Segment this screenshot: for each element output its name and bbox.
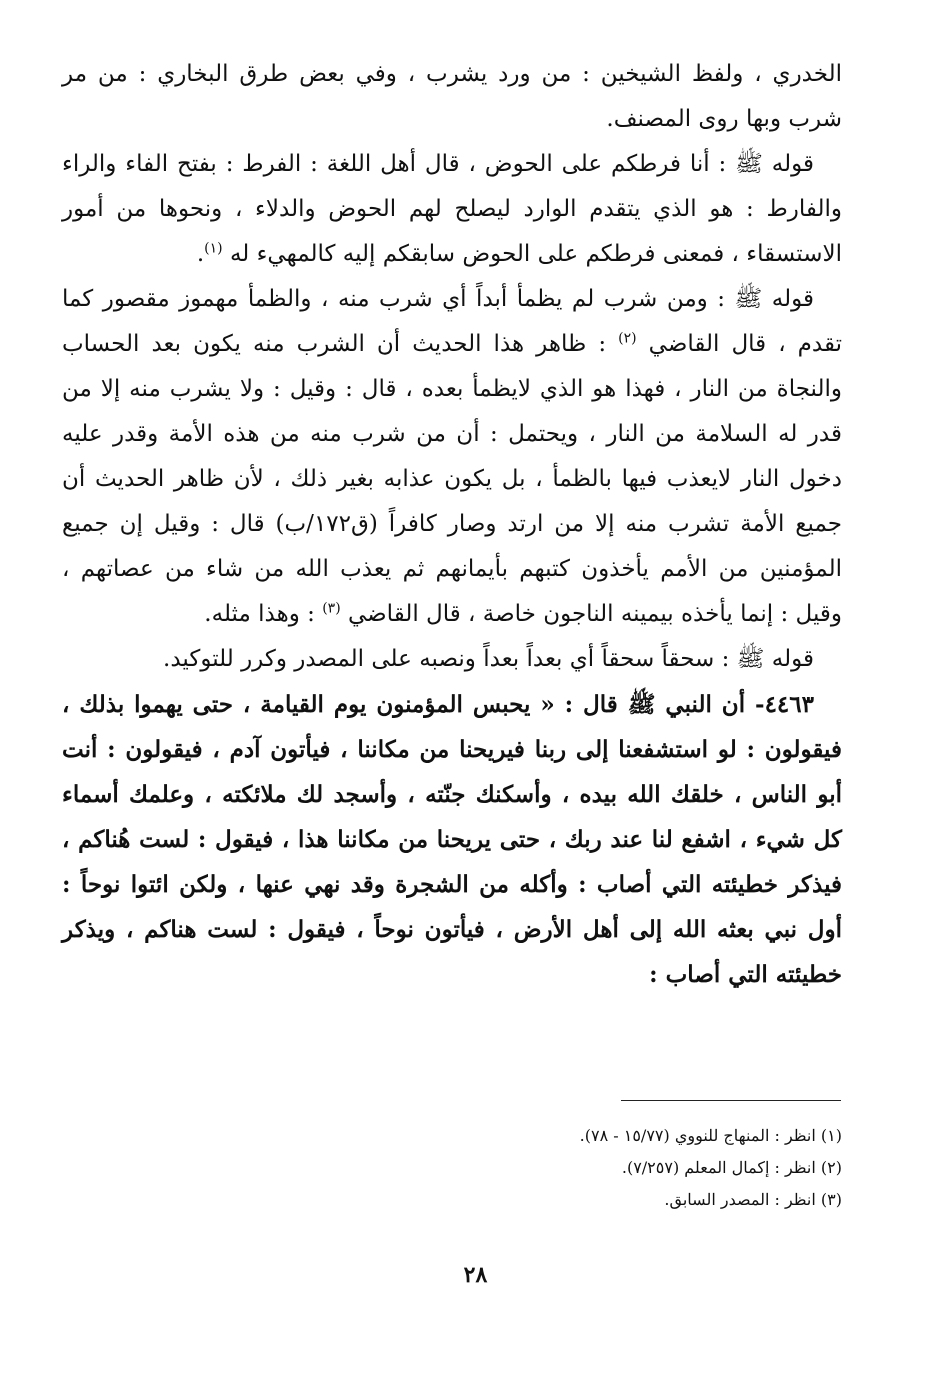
- paragraph-text: : وهذا مثله.: [204, 601, 315, 627]
- paragraph-continuation: [62, 52, 842, 142]
- footnote-divider: [621, 1100, 841, 1101]
- footnotes: [62, 1120, 842, 1216]
- paragraph-farat: [62, 142, 842, 277]
- footnote-ref-1[interactable]: (١): [204, 240, 223, 257]
- page-body: [62, 52, 842, 997]
- paragraph-suhqan: [62, 637, 842, 682]
- footnote-1: (١) انظر : المنهاج للنووي (١٥/٧٧ - ٧٨).: [579, 1126, 842, 1145]
- footnote-ref-3[interactable]: (٣): [322, 600, 341, 617]
- hadith-4463: [62, 682, 842, 997]
- paragraph-text: قوله ﷺ : أنا فرطكم على الحوض ، قال أهل اللغة : الفرط : بفتح الفاء والراء والفارط : هو الذي يتقدم الوارد ليصلح لهم الحوض والدلاء ، ونحوها من أمور الاستسقاء ، فمعنى فرطكم على الحوض سابقكم إليه كالمهيء له: [62, 151, 842, 267]
- paragraph-end: .: [196, 241, 205, 267]
- footnote-2: (٢) انظر : إكمال المعلم (٧/٢٥٧).: [621, 1158, 842, 1177]
- page-number: ٢٨: [463, 1262, 488, 1288]
- paragraph-zama: [62, 277, 842, 637]
- hadith-text: ٤٤٦٣- أن النبي ﷺ قال : « يحبس المؤمنون يوم القيامة ، حتى يهموا بذلك ، فيقولون : لو استشفعنا إلى ربنا فيريحنا من مكاننا ، فيأتون آدم ، فيقولون : أنت أبو الناس ، خلقك الله بيده ، وأسكنك جنّته ، وأسجد لك ملائكته ، وعلمك أسماء كل شيء ، اشفع لنا عند ربك ، حتى يريحنا من مكاننا هذا ، فيقول : لست هُناكم ، فيذكر خطيئته التي أصاب : وأكله من الشجرة وقد نهي عنها ، ولكن ائتوا نوحاً : أول نبي بعثه الله إلى أهل الأرض ، فيأتون نوحاً ، فيقول : لست هناكم ، ويذكر خطيئته التي أصاب :: [62, 691, 842, 988]
- paragraph-text: قوله ﷺ : ومن شرب لم يظمأ أبداً أي شرب منه ، والظمأ مهموز مقصور كما تقدم ، قال القاضي: [62, 286, 843, 357]
- paragraph-text: قوله ﷺ : سحقاً سحقاً أي بعداً بعداً ونصبه على المصدر وكرر للتوكيد.: [163, 646, 814, 672]
- footnote-3: (٣) انظر : المصدر السابق.: [664, 1190, 842, 1209]
- footnote-ref-2[interactable]: (٢): [618, 330, 637, 347]
- paragraph-text: : ظاهر هذا الحديث أن الشرب منه يكون بعد الحساب والنجاة من النار ، فهذا هو الذي لايظمأ بعده ، قال : وقيل : ولا يشرب منه إلا من قدر له السلامة من النار ، ويحتمل : أن من شرب منه من هذه الأمة وقدر عليه دخول النار لايعذب فيها بالظمأ ، بل يكون عذابه بغير ذلك ، لأن ظاهر الحديث أن جميع الأمة تشرب منه إلا من ارتد وصار كافراً (ق١٧٢/ب) قال : وقيل إن جميع المؤمنين من الأمم يأخذون كتبهم بأيمانهم ثم يعذب الله من شاء من عصاتهم ، وقيل : إنما يأخذه بيمينه الناجون خاصة ، قال القاضي: [62, 331, 842, 627]
- paragraph-text: الخدري ، ولفظ الشيخين : من ورد يشرب ، وفي بعض طرق البخاري : من مر شرب وبها روى المصنف.: [62, 61, 842, 132]
